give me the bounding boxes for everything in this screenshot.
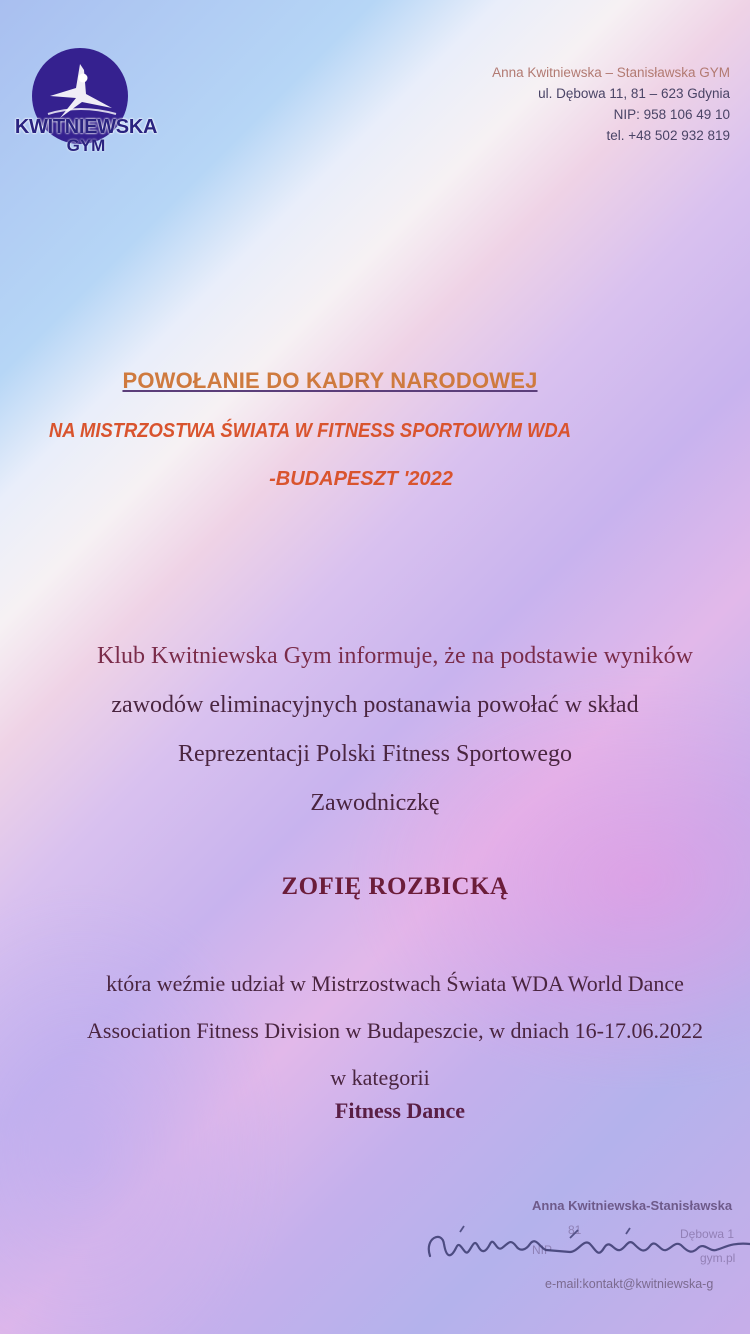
competition-category: Fitness Dance — [334, 1098, 466, 1123]
logo-name: KWITNIEWSKA — [14, 116, 158, 138]
announcement-body — [0, 632, 750, 828]
stamp-website: gym.pl — [700, 1251, 736, 1265]
body-line-4: Zawodniczkę — [310, 790, 440, 816]
company-name: Anna Kwitniewska – Stanisławska GYM — [492, 65, 730, 80]
logo-subtitle: GYM — [66, 136, 106, 155]
stamp-name: Anna Kwitniewska-Stanisławska — [532, 1198, 733, 1213]
title-subtitle: NA MISTRZOSTWA ŚWIATA W FITNESS SPORTOWYM WDA — [49, 420, 571, 442]
body-line-1: Klub Kwitniewska Gym informuje, że na podstawie wyników — [97, 643, 693, 669]
event-line-1: która weźmie udział w Mistrzostwach Świata WDA World Dance — [106, 971, 684, 996]
title-event-location: -BUDAPESZT '2022 — [269, 468, 453, 490]
event-line-3: w kategorii — [330, 1065, 430, 1090]
letterhead-contact — [492, 62, 730, 146]
stamp-street: Dębowa 1 — [680, 1227, 735, 1241]
event-details — [0, 960, 750, 1101]
handwritten-signature — [420, 1208, 750, 1288]
company-phone: tel. +48 502 932 819 — [606, 128, 730, 143]
body-line-2: zawodów eliminacyjnych postanawia powołać w skład — [111, 692, 639, 718]
athlete-name: ZOFIĘ ROZBICKĄ — [281, 873, 509, 900]
stamp-email: e-mail:kontakt@kwitniewska-g — [545, 1277, 714, 1291]
body-line-3: Reprezentacji Polski Fitness Sportowego — [178, 741, 572, 767]
company-address: ul. Dębowa 11, 81 – 623 Gdynia — [538, 86, 730, 101]
title-main: POWOŁANIE DO KADRY NARODOWEJ — [122, 368, 538, 393]
stamp-postcode: 81 — [568, 1223, 582, 1237]
document-title — [0, 368, 750, 491]
company-nip: NIP: 958 106 49 10 — [613, 107, 730, 122]
stamp-nip: NIP — [532, 1243, 553, 1257]
club-logo — [6, 48, 166, 158]
event-line-2: Association Fitness Division w Budapeszcie, w dniach 16-17.06.2022 — [87, 1018, 703, 1043]
